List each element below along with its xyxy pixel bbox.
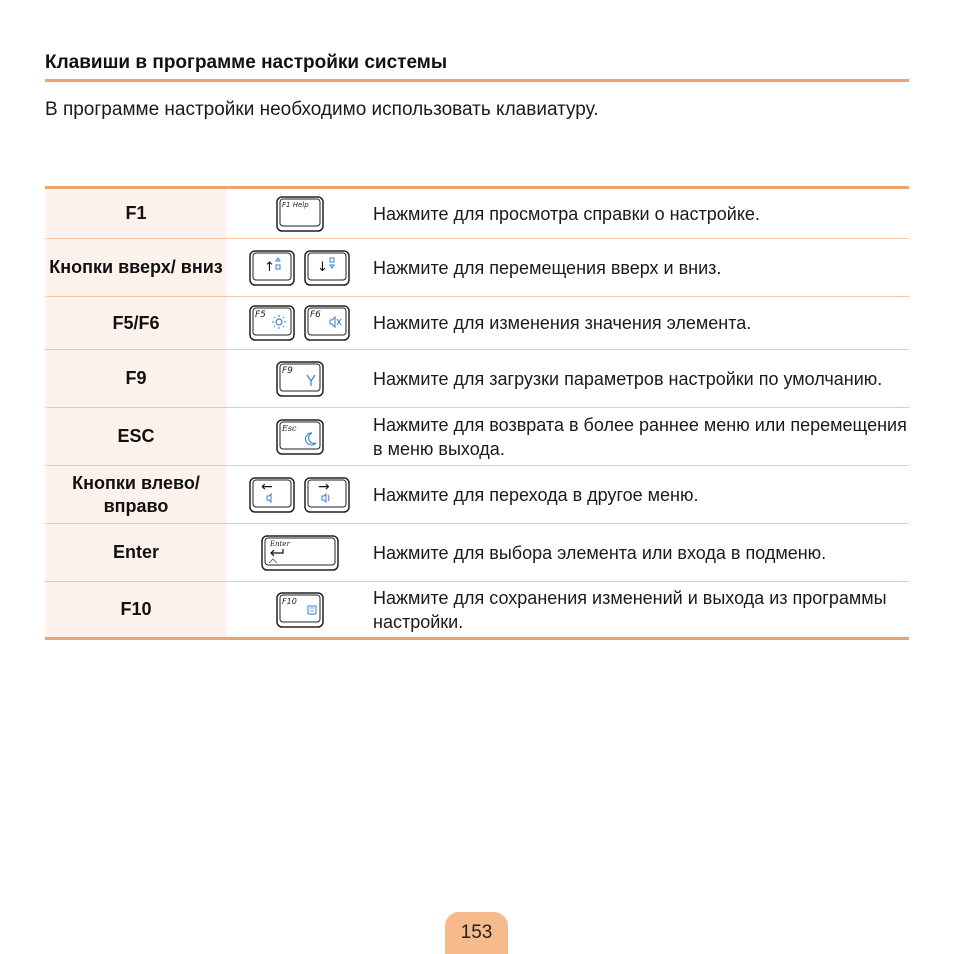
- f5-brightness-key-icon: [249, 305, 295, 341]
- table-row: [45, 408, 909, 466]
- key-name: ESC: [45, 408, 227, 466]
- f1-help-key-icon: [276, 196, 324, 232]
- table-row: [45, 466, 909, 524]
- table-row: [45, 350, 909, 408]
- key-description: Нажмите для изменения значения элемента.: [372, 297, 909, 350]
- enter-key-icon: [261, 535, 339, 571]
- key-label: F6: [309, 310, 321, 320]
- key-name: Кнопки влево/ вправо: [45, 466, 227, 524]
- arrow-left-key-icon: [249, 477, 295, 513]
- key-description: Нажмите для перемещения вверх и вниз.: [372, 239, 909, 297]
- table-row: [45, 524, 909, 582]
- key-label: F5: [255, 310, 267, 320]
- key-label: F1 Help: [281, 200, 309, 209]
- key-label: F9: [281, 365, 293, 376]
- key-label: ↓: [316, 259, 328, 275]
- f6-mute-key-icon: [304, 305, 350, 341]
- page-number: 153: [445, 912, 508, 954]
- key-description: Нажмите для сохранения изменений и выхода из программы настройки.: [372, 582, 909, 639]
- table-row: [45, 239, 909, 297]
- key-label: Esc: [281, 423, 296, 433]
- arrow-down-key-icon: [304, 250, 350, 286]
- arrow-up-key-icon: [249, 250, 295, 286]
- table-row: [45, 188, 909, 239]
- key-label: →: [317, 478, 330, 495]
- keys-table: [45, 186, 909, 640]
- f10-key-icon: [276, 592, 324, 628]
- table-row: [45, 582, 909, 639]
- key-name: F1: [45, 188, 227, 239]
- key-label: Enter: [269, 539, 290, 548]
- key-name: Кнопки вверх/ вниз: [45, 239, 227, 297]
- esc-key-icon: [276, 419, 324, 455]
- key-description: Нажмите для выбора элемента или входа в подменю.: [372, 524, 909, 582]
- key-description: Нажмите для просмотра справки о настройке.: [373, 203, 760, 224]
- section-title: Клавиши в программе настройки системы: [45, 52, 909, 82]
- intro-text: В программе настройки необходимо использовать клавиатуру.: [45, 99, 599, 120]
- key-description: Нажмите для загрузки параметров настройки по умолчанию.: [372, 350, 909, 408]
- key-name: F9: [45, 350, 227, 408]
- f9-key-icon: [276, 361, 324, 397]
- key-label: ←: [261, 478, 273, 495]
- table-row: [45, 297, 909, 350]
- arrow-right-key-icon: [304, 477, 350, 513]
- key-label: F10: [281, 596, 297, 606]
- key-label: ↑: [264, 259, 276, 275]
- key-description: Нажмите для возврата в более раннее меню или перемещения в меню выхода.: [372, 408, 909, 466]
- key-name: F5/F6: [45, 297, 227, 350]
- key-name: F10: [45, 582, 227, 639]
- key-name: Enter: [45, 524, 227, 582]
- key-description: Нажмите для перехода в другое меню.: [372, 466, 909, 524]
